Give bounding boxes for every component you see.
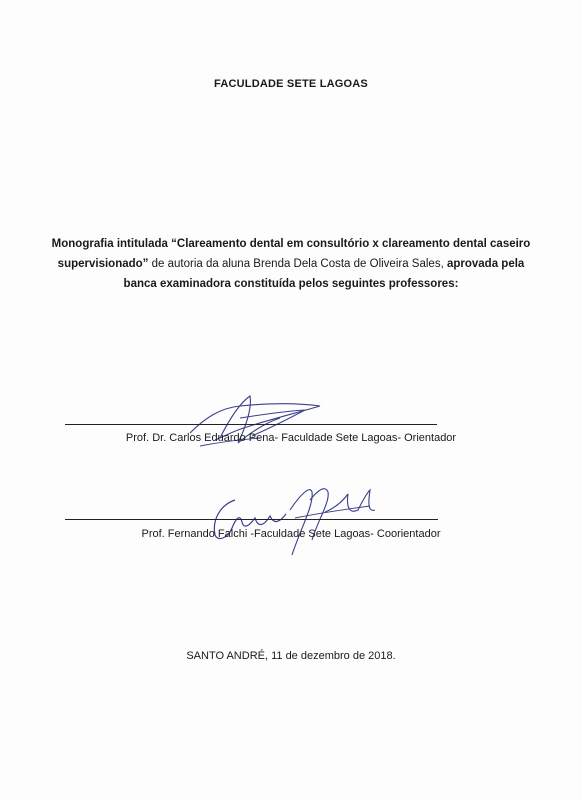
institution-header: FACULDADE SETE LAGOAS xyxy=(214,78,368,90)
place-and-date: SANTO ANDRÉ, 11 de dezembro de 2018. xyxy=(186,650,396,662)
approval-statement-title: Monografia intitulada “Clareamento dental em consultório x clareamento dental caseiro supervisionado” xyxy=(51,238,531,270)
signature-line-2 xyxy=(65,519,438,520)
approval-statement-author: de autoria da aluna Brenda Dela Costa de Oliveira Sales, xyxy=(148,258,447,270)
signature-line-1 xyxy=(65,424,437,425)
handwritten-signature-1 xyxy=(180,388,340,458)
signatory-2-label: Prof. Fernando Falchi -Faculdade Sete Lagoas- Coorientador xyxy=(141,528,441,540)
signatory-1-label: Prof. Dr. Carlos Eduardo Pena- Faculdade Sete Lagoas- Orientador xyxy=(125,432,457,444)
approval-statement xyxy=(45,234,537,294)
handwritten-signature-2 xyxy=(200,480,380,560)
approval-statement-board: aprovada pela banca examinadora constituída pelos seguintes professores: xyxy=(123,258,525,290)
